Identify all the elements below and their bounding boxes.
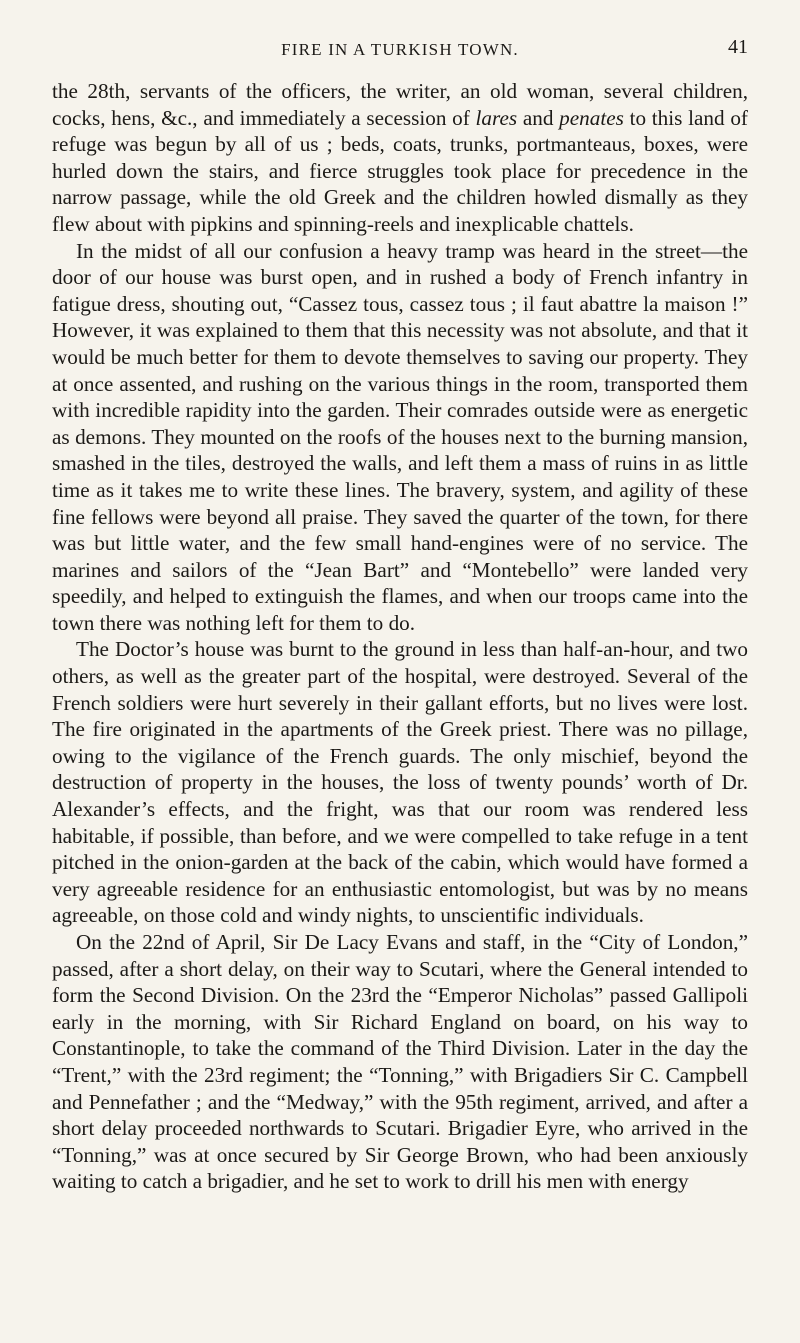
paragraph-4: On the 22nd of April, Sir De Lacy Evans and staff, in the “City of London,” passed, after a short delay, on their way to Scutari, where the General intended to form the Second Division. On the 23rd the “Emperor Nicholas” passed Gallipoli early in the morning, with Sir Richard England on board, on his way to Constantinople, to take the command of the Third Division. Later in the day the “Trent,” with the 23rd regiment; the “Tonning,” with Brigadiers Sir C. Campbell and Pennefather ; and the “Medway,” with the 95th regiment, arrived, and after a short delay proceeded northwards to Scutari. Brigadier Eyre, who arrived in the “Tonning,” was at once secured by Sir George Brown, who had been anxiously waiting to catch a brigadier, and he set to work to drill his men with energy xyxy=(52,930,748,1194)
paragraph-1 xyxy=(52,78,748,238)
paragraph-1-rest: to this land of refuge was begun by all of us ; beds, coats, trunks, portmanteaus, boxes, were hurled down the stairs, and fierce struggles took place for precedence in the narrow passage, while the old Greek and the children howled dismally as they flew about with pipkins and spinning-reels and inexplicable chattels. xyxy=(52,105,748,236)
paragraph-3: The Doctor’s house was burnt to the ground in less than half-an-hour, and two others, as well as the greater part of the hospital, were destroyed. Several of the French soldiers were hurt severely in their gallant efforts, but no lives were lost. The fire originated in the apartments of the Greek priest. There was no pillage, owing to the vigilance of the French guards. The only mischief, beyond the destruction of property in the houses, the loss of twenty pounds’ worth of Dr. Alexander’s effects, and the fright, was that our room was rendered less habitable, if possible, than before, and we were compelled to take refuge in a tent pitched in the onion-garden at the back of the cabin, which would have formed a very agreeable residence for an enthusiastic entomologist, but was by no means agreeable, on those cold and windy nights, to unscientific individuals. xyxy=(52,637,748,928)
paragraph-2: In the midst of all our confusion a heavy tramp was heard in the street—the door of our house was burst open, and in rushed a body of French infantry in fatigue dress, shouting out, “Cassez tous, cassez tous ; il faut abattre la maison !” However, it was explained to them that this necessity was not absolute, and that it would be much better for them to devote themselves to saving our property. They at once assented, and rushing on the various things in the room, transported them with incredible rapidity into the garden. Their comrades outside were as energetic as demons. They mounted on the roofs of the houses next to the burning mansion, smashed in the tiles, destroyed the walls, and left them a mass of ruins in as little time as it takes me to write these lines. The bravery, system, and agility of these fine fellows were beyond all praise. They saved the quarter of the town, for there was but little water, and the few small hand-engines were of no service. The marines and sailors of the “Jean Bart” and “Montebello” were landed very speedily, and helped to extinguish the flames, and when our troops came into the town there was nothing left for them to do. xyxy=(52,238,748,635)
italic-penates: penates xyxy=(559,105,624,130)
paragraph-1-and: and xyxy=(517,105,560,130)
paragraph-1-lead: the 28th, servants of the officers, the writer, an old woman, several children, cocks, hens, &c., and immediately a secession of xyxy=(52,79,748,130)
running-head xyxy=(52,36,748,72)
page-number: 41 xyxy=(728,36,748,58)
italic-lares: lares xyxy=(475,105,518,130)
body-text xyxy=(52,78,748,1195)
running-title: FIRE IN A TURKISH TOWN. xyxy=(281,40,519,59)
